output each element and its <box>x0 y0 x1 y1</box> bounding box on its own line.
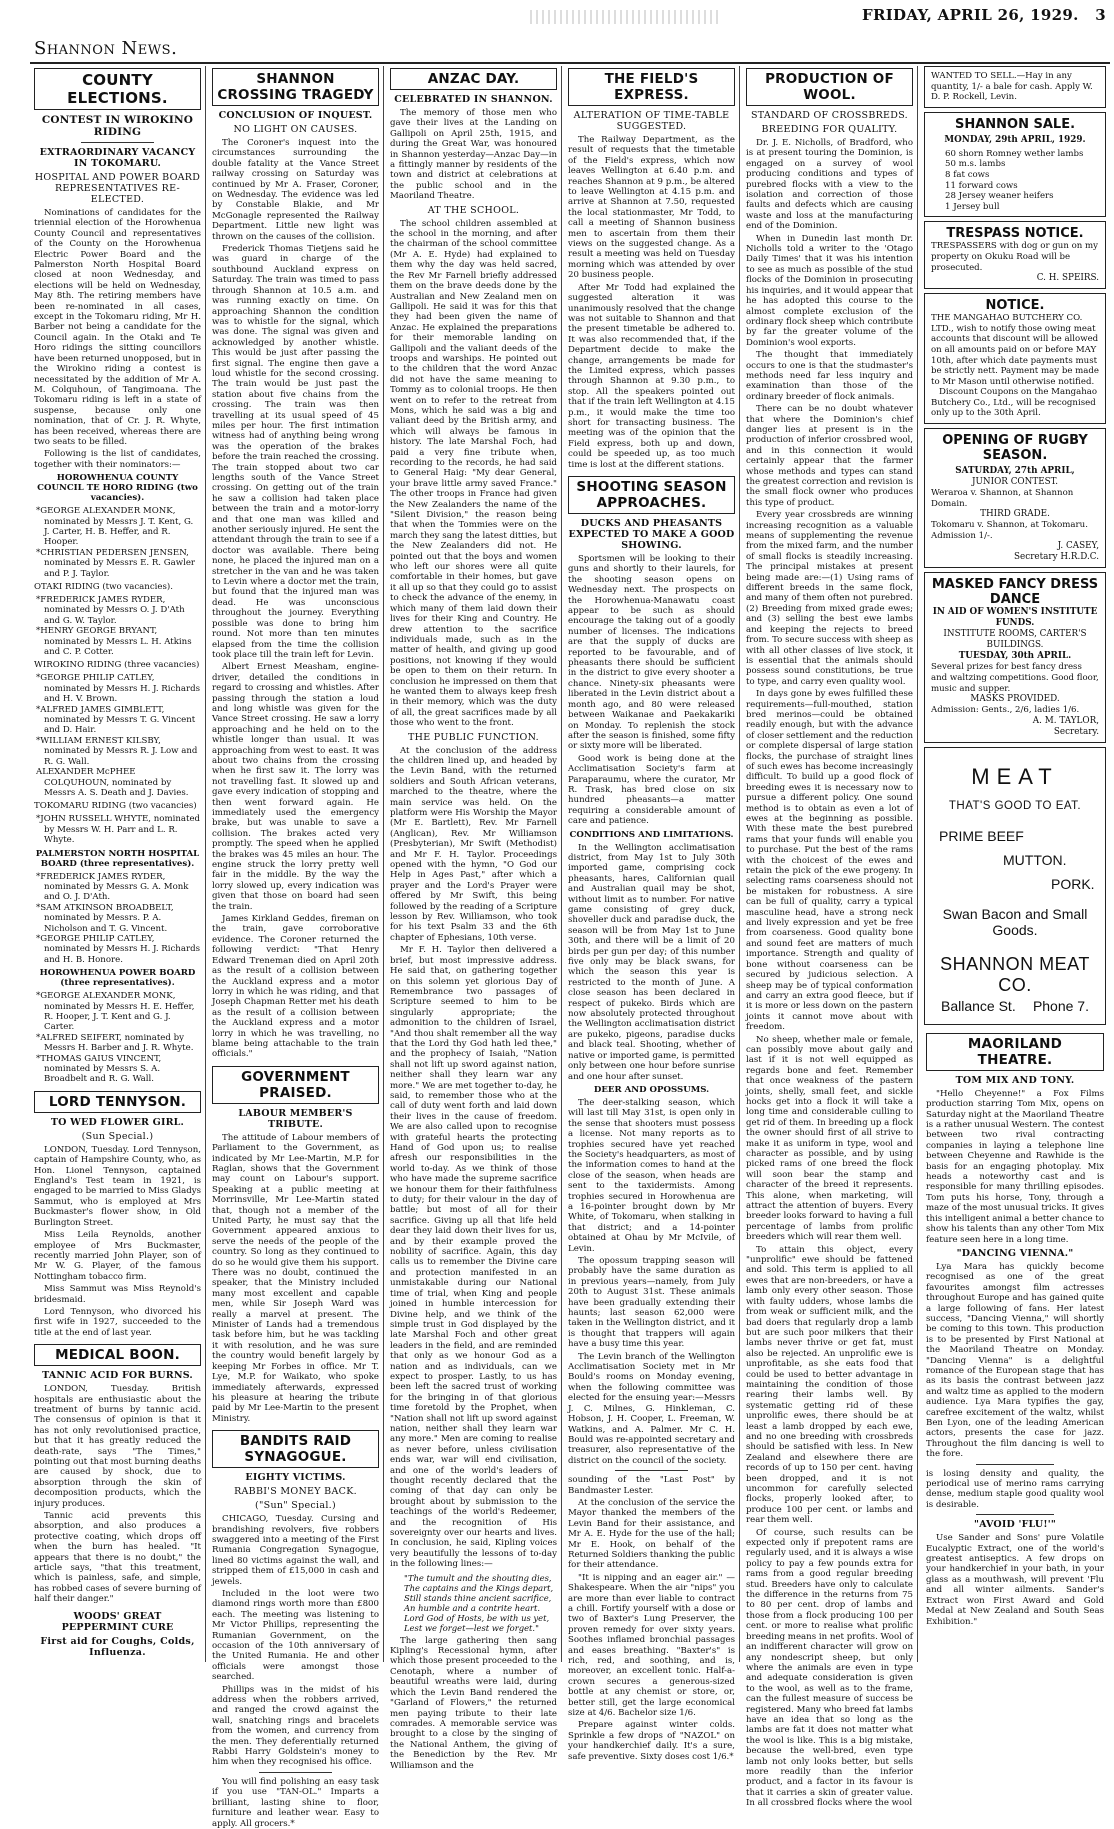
sun-special: (Sun Special.) <box>81 1130 154 1142</box>
crossing-tragedy-heading: SHANNON CROSSING TRAGEDY <box>212 68 379 106</box>
article-paragraph: Miss Leila Reynolds, another employee of Mrs Buckmaster, recently married John Player, son of Mr W. G. Player, of the famous Nottingham tobacco firm. <box>34 1230 201 1282</box>
fancy-signature-role: Secretary. <box>1053 726 1099 737</box>
sale-item: 1 Jersey bull <box>945 201 1000 212</box>
rugby-third-match: Tokomaru v. Shannon, at Tokomaru. Admission 1/-. <box>931 520 1088 541</box>
rugby-signature: J. CASEY, <box>1057 541 1099 552</box>
riding-title: PALMERSTON NORTH HOSPITAL BOARD (three representatives). <box>35 848 200 869</box>
fancy-sub: IN AID OF WOMEN'S INSTITUTE FUNDS. <box>932 607 1098 629</box>
fancy-dress-ad <box>924 572 1106 742</box>
article-paragraph: LONDON, Tuesday. British hospitals are enthusiastic about the treatment of burns by tannic acid. The consensus of opinion is that it has not only revolutionised practice, but that it has greatly reduced the death-rate, says "The Times," pointing out that most burning deaths are caused by shock, due to absorption through the skin of decomposition products, which the injury produces. <box>34 1384 201 1509</box>
crossbreds-subheading: STANDARD OF CROSSBREDS. <box>751 110 908 121</box>
column-6 <box>920 66 1110 1662</box>
nazol-ad: Prepare against winter colds. Sprinkle a few drops of "NAZOL" on your handkerchief daily. It's a sure, safe preventive. Sixty doses cost 1/6.* <box>568 1720 735 1762</box>
article-paragraph: sounding of the "Last Post" by Bandmaster Lester. <box>568 1475 735 1496</box>
article-paragraph: Sportsmen will be looking to their guns and shortly to their laurels, for the shooting season opens on Wednesday next. The prospects on the Horowhenua-Manawatu coast appear to be such as should encourage the taking out of a goodly number of licenses. The indications are that the supply of ducks are reported to be favourable, and of pheasants there should be sufficient in the district to give every shooter a chance. Ninety-six pheasants were liberated in the Levin district about a month ago, and 80 were released between Waikanae and Paekakariki on Monday. To replenish the stock after the season is finished, some fifty or sixty more will be liberated. <box>568 554 735 752</box>
article-paragraph: Tannic acid prevents this absorption, and also produces a protective coating, which drops off when the burn has healed. "It appears that there is no doubt," the article says, "that this treatment, which is painless, safe, and simple, has robbed cases of severe burning of half their danger." <box>34 1511 201 1605</box>
rule <box>976 1464 1054 1465</box>
fancy-date: TUESDAY, 30th APRIL. <box>958 651 1072 662</box>
article-paragraph: Lord Tennyson, who divorced his first wife in 1927, succeeded to the title at the end of last year. <box>34 1306 201 1338</box>
sale-item: 11 forward cows <box>945 180 1018 191</box>
celebrated-subheading: CELEBRATED IN SHANNON. <box>394 94 553 105</box>
riding-title: OTAKI RIDING (two vacancies). <box>34 582 173 592</box>
article-paragraph: When in Dunedin last month Dr. Nicholls told a writer to the 'Otago Daily Times' that it was his intention to see as much as possible of the stud flocks of the Dominion in prosecuting his inquiries, and it would appear that he has adopted this course to the almost complete exclusion of the ordinary flock sheep which contribute by far the greater volume of the Dominion's wool exports. <box>746 233 913 348</box>
print-texture <box>530 10 720 24</box>
meat-title: MEAT <box>971 763 1059 789</box>
article-paragraph: At the conclusion of the service the Mayor thanked the members of the Levin Band for their assistance, and Mr A. E. Hyde for the use of the hall; Mr E. Hook, on behalf of the Returned Soldiers thanking the public for their attendance. <box>568 1497 735 1571</box>
article-paragraph: CHICAGO, Tuesday. Cursing and brandishing revolvers, five robbers swaggered into a meeting of the First Rumania Congregation Synagogue, lined 80 victims against the wall, and stripped them of £15,000 in cash and jewels. <box>212 1514 379 1587</box>
article-paragraph: LONDON, Tuesday. Lord Tennyson, captain of Hampshire County, who, as Hon. Lionel Tennyson, captained England's Test team in 1921, is engaged to be married to Miss Gladys Sammut, who is employed at Mrs Buckmaster's flower show, in Old Burlington Street. <box>34 1144 201 1228</box>
article-paragraph: Phillips was in the midst of his address when the robbers arrived, and ranged the crowd against the wall, snatching rings and bracelets from the women, and currency from the men. They deferentially returned Rabbi Harry Goldstein's money to him when they recognised his office. <box>212 1684 379 1768</box>
notice-text: Discount Coupons on the Mangahao Butchery Co., Ltd., will be recognised only up to the 30th April. <box>931 387 1098 419</box>
victims-subheading: EIGHTY VICTIMS. <box>245 1472 346 1484</box>
article-paragraph: Miss Sammut was Miss Reynold's bridesmaid. <box>34 1284 201 1305</box>
kipling-poem <box>390 1573 557 1633</box>
riding-title: HOROWHENUA COUNTY COUNCIL TE HORO RIDING (two vacancies). <box>37 473 198 504</box>
poem-line: The captains and the Kings depart, <box>404 1582 554 1593</box>
article-paragraph: No sheep, whether male or female, can possibly move about gaily and last if it is not well equipped as regards bone and feet. Remember that once weakness of the pastern joints, shelly, small feet, and sickle hocks get into a flock it will take a long time and considerable culling to get rid of them. In breeding up a flock the owner should first of all strive to make it as uniform in type, wool and character as possible, and by using picked rams of one breed the flock will soon bear the stamp and character of the breed it represents. This alone, when marketing, will attract the attention of buyers. Every breeder looks forward to having a full percentage of lambs from prolific breeders which will rear them well. <box>746 1034 913 1243</box>
meat-ad <box>924 747 1106 1025</box>
candidate-entry: *GEORGE ALEXANDER MONK, nominated by Messrs J. T. Kent, G. J. Carter, H. B. Heffer, and R. Hooper. <box>36 506 194 548</box>
article-paragraph: To attain this object, every "unprolific" ewe should be fattened and sold. This term is applied to all ewes that are non-breeders, or have a lamb only every other season. Those with faulty udders, whose lambs die from weak or sufficient milk, and the bad doers that regularly drop a lamb but are such poor milkers that their lambs never thrive or get fat, must also be rejected. An unprolific ewe is unprofitable, as she eats food that could be used to better advantage in maintaining the condition of those rearing their lambs well. By systematic getting rid of these unprolific ewes, there should be at least a lamb dropped by each ewe, and no one breeding with crossbreds should be satisfied with less. In New Zealand and elsewhere there are records of up to 150 per cent. having been dropped, and it is not uncommon for carefully selected flocks, properly looked after, to produce 100 per cent. or lambs and rear them well. <box>746 1244 913 1526</box>
tannic-subheading: TANNIC ACID FOR BURNS. <box>42 1370 193 1382</box>
candidate-entry: *GEORGE PHILIP CATLEY, nominated by Messrs H. J. Richards and H. V. Brown. <box>36 673 200 705</box>
sale-item: 8 fat cows <box>945 169 990 180</box>
poem-line: Lest we forget—lest we forget." <box>404 1622 539 1633</box>
rugby-ad <box>924 428 1106 568</box>
article-paragraph: "Hello Cheyenne!" a Fox Films production starring Tom Mix, opens on Saturday night at the Maoriland Theatre is a rather unusual Western. The contest between two rival contracting companies in laying a telephone line between Cheyenne and Rawhide is the basis for an engaging photoplay. Mix heads a noteworthy cast and is responsible for many thrilling episodes. Tom puts his horse, Tony, through a maze of the most unusual tricks. It gives this intelligent animal a better chance to show his talents than any other Tom Mix feature seen here in a long time. <box>926 1088 1104 1245</box>
article-paragraph: The Railway Department, as the result of requests that the timetable of the Field's express, which now leaves Wellington at 6.40 p.m. and reaches Shannon at 9 p.m., be altered to leave Wellington at 4.15 p.m. and arrive at Shannon at 7.50, requested the local stationmaster, Mr Todd, to call a meeting of Shannon business men to ascertain from them their views on the suggested change. As a result a meeting was held on Tuesday morning which was attended by over 20 business people. <box>568 135 735 281</box>
meat-phone: Phone 7. <box>1032 997 1089 1014</box>
tennyson-heading: LORD TENNYSON. <box>34 1091 201 1113</box>
government-praised-heading: GOVERNMENT PRAISED. <box>212 1066 379 1104</box>
medical-boon-heading: MEDICAL BOON. <box>34 1344 201 1366</box>
paper-name: Shannon News. <box>34 38 178 59</box>
article-paragraph: In the Wellington acclimatisation district, from May 1st to July 30th imported game, comprising cock pheasants, hares, Californian quail and Australian quail may be shot, without limit as to number. For native game consisting of grey duck, shoveller duck and paradise duck, the season will be from May 1st to June 30th, and there will be a limit of 20 birds per gun per day; of this number five only may be black swans, for which the season this year is restricted to the month of June. A close season has been declared in respect of pukeko. Birds which are now absolutely protected throughout the Wellington acclimatisation district are pukeko, pigeons, paradise ducks and black teal. Shooting, whether of native or imported game, is permitted only between one hour before sunrise and one hour after sunset. <box>568 842 735 1082</box>
flu-heading: "AVOID 'FLU!'" <box>973 1519 1057 1531</box>
trespass-title: TRESPASS NOTICE. <box>946 226 1084 242</box>
article-paragraph: Lya Mara has quickly become recognised as one of the great favourites amongst film actresses throughout Europe and has gained quite a large following of fans. Her latest success, "Dancing Vienna," will shortly be coming to this town. This production is to be presented by First National at the Maoriland Theatre on Monday. "Dancing Vienna" is a delightful romance of the European stage that has as its basis the contrast between jazz and waltz time as applied to the modern audience. Lya Mara typifies the gay, carefree excitement of the waltz, whilst Ben Lyon, one of the leading American actors, presents the case for jazz. Throughout the film dancing is well to the fore. <box>926 1261 1104 1460</box>
candidate-entry: *GEORGE PHILIP CATLEY, nominated by Messrs H. J. Richards and H. B. Honore. <box>36 933 200 965</box>
sun-special: ("Sun" Special.) <box>254 1500 336 1512</box>
inquest-subheading: CONCLUSION OF INQUEST. <box>218 110 373 121</box>
tennyson-subheading: TO WED FLOWER GIRL. <box>50 1116 185 1128</box>
riding-title: WIROKINO RIDING (three vacancies) <box>34 660 200 671</box>
bandits-heading: BANDITS RAID SYNAGOGUE. <box>212 1430 379 1468</box>
candidate-entry: *WILLIAM ERNEST KILSBY, nominated by Messrs R. J. Low and R. G. Wall. <box>36 735 198 767</box>
rugby-date: SATURDAY, 27th APRIL, <box>955 466 1075 477</box>
rugby-junior: JUNIOR CONTEST. <box>971 477 1059 488</box>
riding-title: TOKOMARU RIDING (two vacancies) <box>34 801 197 812</box>
rule <box>81 142 154 143</box>
article-paragraph: Included in the loot were two diamond rings worth more than £800 each. The meeting was listening to Mr Victor Phillips, representing the Rumanian Government, on the occasion of the 10th anniversary of the United Rumania. He and other officials were amongst those searched. <box>212 1588 379 1683</box>
article-paragraph: Nominations of candidates for the triennial election of the Horowhenua County Council and representatives of the County on the Horowhenua Electric Power Board and the Palmerston North Hospital Board closed at noon Wednesday, and elections will be held on Wednesday, May 8th. The retiring members have been re-nominated in all cases, except in the Tokomaru riding, Mr H. Barber not being a candidate for the Council again. In the Otaki and Te Horo ridings the sitting councillors have been returned unopposed, but in the Wirokino riding a contest is necessitated by the addition of Mr A. M. Colquhoun, of Tangimoana. The Tokomaru riding is left in a state of suspense, because only one nomination, that of Cr. J. R. Whyte, has been received, whereas there are two seats to be filled. <box>34 208 201 447</box>
woods-ad-title: WOODS' GREAT PEPPERMINT CURE <box>61 1610 174 1633</box>
public-function-subheading: THE PUBLIC FUNCTION. <box>408 731 539 743</box>
article-paragraph: The school children assembled at the school in the morning, and after the chairman of the school committee (Mr A. E. Hyde) had explained to them why the day was held sacred, the Rev Mr Farnell briefly addressed them on the brave deeds done by the Australian and New Zealand men on Gallipoli. He said it was for this that they had been given the name of Anzac. He explained the preparations for their memorable landing on Gallipoli and the valiant deeds of the troops and warships. He pointed out to the children that the word Anzac did not have the same meaning to Tommy as to colonial troops. He then went on to refer to the retreat from Mons, which he said was a big and valiant deed by the British army, and which will always be famous in history. The late Marshal Foch, had paid a very fine tribute when, recording to the records, he had said to General Haig: "My dear General, your brave little army saved France." The other troops in France had given the New Zealanders the name of the "Silent Division," the reason being that when the Tommies were on the march they sang the latest ditties, but the New Zealanders did not. He pointed out that the boys and women who left our shores were all quite comfortable in their homes, but gave it all up so that they could go to assist to check the advance of the enemy, in which many of them laid down their lives for their King and Country. He drew attention to the sacrifice individuals made, such as in the matter of health, and giving up good positions, not knowing if they would be open to them on their return. In conclusion he impressed on them that he wanted them to always keep fresh in their memory, which was the duty of all, the great sacrifices made by all those who went to the front. <box>390 218 557 729</box>
candidate-entry: *SAM ATKINSON BROADBELT, nominated by Messrs. P. A. Nicholson and T. G. Vincent. <box>36 902 174 934</box>
column-5 <box>742 66 918 1809</box>
trespass-ad <box>924 221 1106 289</box>
school-subheading: AT THE SCHOOL. <box>427 204 520 216</box>
article-paragraph: The deer-stalking season, which will last till May 31st, is open only in the sense that shooters must possess a license. Not many reports as to trophies secured have yet reached the Society's headquarters, as most of the information comes to hand at the close of the season, when heads are sent to the taxidermists. Among trophies secured in Horowhenua are a 16-pointer brought down by Mr White, of Tokomaru, when stalking in that district; and a 14-pointer obtained at Ohau by Mr McIvile, of Levin. <box>568 1097 735 1254</box>
article-paragraph: Albert Ernest Measham, engine-driver, detailed the conditions in regard to crossing and whistles. After passing through the station a loud and long whistle was given for the Vance Street crossing. He saw a lorry approaching and he held on to the whistle longer than usual. It was approaching from west to east. It was about two chains from the crossing when he first saw it. The lorry was not travelling fast. It slowed up and gave every indication of stopping and then went forward again. He immediately used the emergency brake, but was unable to save a collision. The brakes acted very promptly. The speed when he applied the brakes was 45 miles an hour. The engine struck the lorry pretty well fair in the middle. By the way the lorry slowed up, every indication was given that those on board had seen the train. <box>212 662 379 912</box>
article-paragraph: Every year crossbreds are winning increasing recognition as a valuable means of supplementing the revenue from the mixed farm, and the number of small flocks is steadily increasing. The principal mistakes at present being made are:—(1) Using rams of different breeds in the same flock, and many of them often not purebred. (2) Breeding from mixed grade ewes; and (3) selling the best ewe lambs and keeping the rejects to breed from. To secure success with sheep as with all other classes of live stock, it is essential that the animals should possess sound constitutions, be true to type, and carry even quality wool. <box>746 510 913 687</box>
candidate-entry: *THOMAS GAIUS VINCENT, nominated by Messrs S. A. Broadbelt and R. G. Wall. <box>36 1053 162 1085</box>
poem-line: Lord God of Hosts, be with us yet, <box>404 1612 550 1623</box>
candidate-entry: *FREDERICK JAMES RYDER, nominated by Messrs G. A. Monk and O. J. D'Ath. <box>36 871 189 903</box>
rugby-third: THIRD GRADE. <box>980 509 1050 520</box>
article-paragraph: Mr F. H. Taylor then delivered a brief, but most impressive address. He said that, on gathering together on this solemn yet glorious Day of Remembrance two passages of Scripture seemed to him to be singularly appropriate; the admonition to the children of Israel, "And thou shalt remember all the way that the Lord thy God hath led thee," and the prophecy of Isaiah, "Nation shall not lift up sword against nation, neither shall they learn war any more." We are met together to-day, he said, to remember those who at the call of duty went forth and laid down their lives in the cause of freedom. We are also called upon to recognise with grateful hearts the protecting Hand of God upon us; to realise afresh our responsibilities in the world to-day. As we think of those who have made the supreme sacrifice we honour them for their faithfulness to duty; for their valour in the day of battle; but most of all for their sacrifice. Giving up all that life held dear they laid down their lives for us, and by their example proved the nobility of sacrifice. Again, this day calls us to remember the Divine care and protection manifested in an unmistakable during our National time of trial, when King and people joined in humble intercession for Divine help, and we think of the simple trust in God displayed by the late Marshal Foch and other great leaders in the field, and are reminded that only as we honour God as a nation and as individuals, can we expect to prosper. Lastly, to us has been left the sacred trust of working for the bringing in of that glorious time foretold by the Prophet, when "Nation shall not lift up sword against nation, neither shall they learn war any more." Men are coming to realise as never before, unless civilisation ends war, war will end civilisation, and one of the world's leaders of thought recently declared that the coming of that day can only be brought about by submission to the teachings of the world's Redeemer, and the recognition of His sovereignty over our hearts and lives. In conclusion, he said, Kipling voices very beautifully the lessons of to-day in the following lines:— <box>390 945 557 1570</box>
article-paragraph: The large gathering then sang Kipling's Recessional hymn, after which those present proceeded to the Cenotaph, where a number of beautiful wreaths were laid, during which the Levin Band rendered the "Garland of Flowers," the returned men paying tribute to their late comrades. A memorable service was brought to a close by the singing of the National Anthem, the giving of the Benediction by the Rev. Mr Williamson and the <box>390 1635 557 1771</box>
tom-mix-subheading: TOM MIX AND TONY. <box>955 1074 1075 1086</box>
ridings-list <box>34 473 201 1085</box>
candidate-entry: ALEXANDER McPHEE COLQUHOUN, nominated by Messrs A. S. Death and J. Davies. <box>36 767 189 798</box>
article-paragraph: Frederick Thomas Tietjens said he was guard in charge of the southbound Auckland express on Saturday. The train was timed to pass through Shannon at 10.5 a.m. and was running exactly on time. On approaching Shannon the condition was to whistle for the signal, which was done. The signal was given and acknowledged by another whistle. This would be just after passing the first signal. The engine then gave a loud whistle for the second crossing. The train would be just past the station about five chains from the crossing. The train was then travelling at its usual speed of 45 miles per hour. The first intimation witness had of anything being wrong was the operation of the brakes before the train reached the crossing. The train stopped about two car lengths south of the Vance Street crossing. On getting out of the train he saw a collision had taken place between the train and a motor-lorry and that one man was killed and another seriously injured. He sent the attendant through the train to see if a doctor was available. There being none, he placed the injured man on a stretcher in the van and he was taken to Levin where a doctor met the train, but found that the injured man was dead. He was unconscious throughout the journey. Everything possible was done to bring him round. Not more than ten minutes elapsed from the time the collision took place till the train left for Levin. <box>212 244 379 660</box>
causes-subheading: NO LIGHT ON CAUSES. <box>233 124 358 135</box>
fancy-admission: Admission: Gents., 2/6, ladies 1/6. <box>931 705 1080 716</box>
column-2 <box>208 66 384 1829</box>
baxters-ad: "It is nipping and an eager air." —Shakespeare. When the air "nips" you are more than ever liable to contract a chill. Fortify yourself with a dose or two of Baxter's Lung Preserver, the proven remedy for over sixty years. Soothes inflamed bronchial passages and eases breathing. "Baxter's" is rich, red, and soothing, and is, moreover, an excellent tonic. Half-a-crown secures a generous-sized bottle at any chemist or store, or, better still, get the large economical size at 4/6. Bachelor size 1/6. <box>568 1572 735 1719</box>
sale-item: 60 shorn Romney wether lambs <box>945 148 1084 159</box>
shannon-sale-ad <box>924 112 1106 218</box>
article-paragraph: James Kirkland Geddes, fireman on the train, gave corroborative evidence. The Coroner returned the following verdict: "That Henry Edward Treneman died on April 20th as the result of a collision between the Auckland express and a motor lorry in which he was riding, and that Joseph Chapman Retter met his death as the result of a collision between the Auckland express and a motor lorry in which he was travelling, no blame being attachable to the train officials." <box>212 914 379 1060</box>
meat-item: PRIME BEEF <box>939 827 1024 844</box>
trespass-text: TRESPASSERS with dog or gun on my property on Okuku Road will be prosecuted. <box>931 241 1099 273</box>
fancy-title: MASKED FANCY DRESS DANCE <box>931 577 1099 608</box>
wanted-ad <box>924 66 1106 108</box>
candidate-entry: *JOHN RUSSELL WHYTE, nominated by Messrs W. H. Parr and L. R. Whyte. <box>36 814 201 846</box>
sale-items <box>931 149 1099 213</box>
tanol-ad: You will find polishing an easy task if you use "TAN-OL." Imparts a brilliant, lasting shine to floor, furniture and leather wear. Easy to apply. All grocers.* <box>212 1776 379 1829</box>
production-of-wool-heading: PRODUCTION OF WOOL. <box>746 68 913 106</box>
article-paragraph: The attitude of Labour members of Parliament to the Government, as indicated by Mr Lee-Martin, M.P. for Raglan, shows that the Government may count on Labour's support. Speaking at a public meeting at Morrinsville, Mr Lee-Martin stated that, though not a member of the United Party, he must say that the Government appeared anxious to serve the needs of the people of the country. So long as they continued to do so he would give them his support. There was no doubt, continued the speaker, that the Ministry included many most excellent and capable men, while Sir Joseph Ward was really a marvel at present. The Minister of Lands had a tremendous task before him, but he was tackling it with resolution, and he was sure the country would benefit largely by keeping Mr Forbes in office. Mr T. Lye, M.P. for Waikato, who spoke immediately afterwards, expressed his pleasure at hearing the tribute paid by Mr Lee-Martin to the present Ministry. <box>212 1132 379 1424</box>
labour-subheading: LABOUR MEMBER'S TRIBUTE. <box>238 1107 353 1130</box>
rugby-title: OPENING OF RUGBY SEASON. <box>942 433 1088 464</box>
article-paragraph: After Mr Todd had explained the suggested alteration it was unanimously resolved that the change was not suitable to Shannon and that the present timetable be adhered to. It was also recommended that, if the Department decide to make the change, arrangements be made for the Limited express, which passes through Shannon at 9.30 p.m., to stop. All the speakers pointed out that if the train left Wellington at 4.15 p.m., it would make the time too short for transacting business. The meeting was of the opinion that the Field express, both up and down, could be speeded up, as too much time is lost at the different stations. <box>568 282 735 470</box>
contest-subheading: CONTEST IN WIROKINO RIDING <box>41 114 194 138</box>
meat-sub: THAT'S GOOD TO EAT. <box>948 799 1082 812</box>
dancing-vienna-subheading: "DANCING VIENNA." <box>956 1247 1074 1259</box>
poem-line: "The tumult and the shouting dies, <box>404 1572 552 1583</box>
rule <box>615 1470 688 1471</box>
rule <box>976 1514 1054 1515</box>
county-elections-heading: COUNTY ELECTIONS. <box>34 68 201 110</box>
article-paragraph: The Coroner's inquest into the circumstances surrounding the double fatality at the Vance Street railway crossing on Saturday was continued by Mr A. Fraser, Coroner, on Wednesday. The evidence was led by Constable Blakie, and Mr McGonagle represented the Railway Department. Little new light was thrown on the causes of the collision. <box>212 138 379 242</box>
deer-subheading: DEER AND OPOSSUMS. <box>593 1084 710 1095</box>
meat-item: MUTTON. <box>1003 851 1067 868</box>
sale-date: MONDAY, 29th APRIL, 1929. <box>944 134 1086 145</box>
masthead-rule <box>30 62 1110 64</box>
sale-item: 28 Jersey weaner heifers <box>945 191 1054 202</box>
article-paragraph: The memory of those men who gave their lives at the Landing on Gallipoli on April 25th, 1915, and during the Great War, was honoured in Shannon yesterday—Anzac Day—in a fittingly manner by residents of the town and district at celebrations at the public school and in the Maoriland Theatre. <box>390 108 557 202</box>
article-paragraph: The opossum trapping season will probably have the same duration as in previous years—namely, from July 20th to August 31st. These animals have been gradually extending their haunts; last season 62,000 were taken in the Wellington district, and it is thought that trappers will again have a busy time this year. <box>568 1256 735 1350</box>
meat-address-row <box>933 996 1097 1016</box>
meat-item: Swan Bacon and Small Goods. <box>942 905 1088 938</box>
fancy-signature: A. M. TAYLOR, <box>1032 715 1099 726</box>
shooting-season-heading: SHOOTING SEASON APPROACHES. <box>568 476 735 514</box>
anzac-day-heading: ANZAC DAY. <box>390 68 557 90</box>
theatre-heading: MAORILAND THEATRE. <box>926 1033 1104 1071</box>
trespass-signature: C. H. SPEIRS. <box>1036 273 1099 284</box>
rule <box>259 1772 332 1773</box>
timetable-subheading: ALTERATION OF TIME-TABLE SUGGESTED. <box>573 110 730 132</box>
quality-subheading: BREEDING FOR QUALITY. <box>761 124 898 135</box>
meat-company: SHANNON MEAT CO. <box>940 953 1090 995</box>
vacancy-subheading: EXTRAORDINARY VACANCY IN TOKOMARU. <box>39 147 196 169</box>
meat-item: PORK. <box>1051 875 1095 892</box>
rugby-junior-match: Weraroa v. Shannon, at Shannon Domain. <box>931 488 1074 509</box>
poem-line: Still stands thine ancient sacrifice, <box>404 1592 552 1603</box>
notice-text: THE MANGAHAO BUTCHERY CO. LTD., wish to notify those owing meat accounts that discount will be allowed on all amounts paid on or before MAY 10th, after which date payments must be strictly nett. Payment may be made to Mr Mason until otherwise notified. <box>931 313 1099 387</box>
rabbi-subheading: RABBI'S MONEY BACK. <box>234 1486 357 1498</box>
sale-title: SHANNON SALE. <box>954 116 1076 132</box>
article-paragraph: Good work is being done at the Acclimatisation Society's farm at Paraparaumu, where the curator, Mr R. Trask, has bred close on six hundred pheasants—a matter requiring a considerable amount of care and patience. <box>568 753 735 827</box>
candidate-entry: *CHRISTIAN PEDERSEN JENSEN, nominated by Messrs E. R. Gawler and P. J. Taylor. <box>36 547 196 579</box>
article-paragraph: Of course, such results can be expected only if prepotent rams are regularly used, and it is always a wise policy to pay a few pounds extra for rams from a good regular breeding stud. Breeders have only to calculate the difference in the returns from 75 to 80 per cent. drop of lambs and those from a flock producing 100 per cent. or more to realise what prolific breeding means in net profits. Wool of an indifferent character will grow on any nondescript sheep, but only where the animals are even in type and adequate consideration is given to the wool, as well as to the frame, can the fullest measure of success be registered. Many who breed fat lambs have an idea that so long as the lambs are fat it does not matter what the wool is like. This is a big mistake, because the well-bred, even type lamb not only looks better, but sells more readily than the inferior product, and a factor in its favour is that it carries a skin of greater value. In all crossbred flocks where the wool <box>746 1527 913 1809</box>
sanders-ad: Use Sander and Sons' pure Volatile Eucalyptic Extract, one of the world's greatest antiseptics. A few drops on your handkerchief in your bath, in your glass as a mouthwash, will prevent 'Flu and all winter ailments. Sander's Extract won First Award and Gold Medal at New Zealand and South Seas Exhibition." <box>926 1533 1104 1627</box>
candidate-entry: *HENRY GEORGE BRYANT, nominated by Messrs L. H. Atkins and C. P. Cotter. <box>36 626 192 658</box>
candidate-entry: *ALFRED SEIFERT, nominated by Messrs H. Barber and J. R. Whyte. <box>36 1032 194 1054</box>
theatre-block <box>924 1029 1106 1631</box>
ducks-subheading: DUCKS AND PHEASANTS EXPECTED TO MAKE A GOOD SHOWING. <box>568 518 735 551</box>
issue-date: FRIDAY, APRIL 26, 1929. 3 <box>862 6 1106 24</box>
article-paragraph: The Levin branch of the Wellington Acclimatisation Society met in Mr Bould's rooms on Monday evening, when the following committee was elected for the ensuing year:—Messrs J. C. Milnes, G. Hinkleman, C. Hobson, J. H. Cooper, L. Freeman, W. Watkins, and A. Palmer. Mr C. H. Bould was re-appointed secretary and treasurer, also representative of the district on the council of the society. <box>568 1351 735 1466</box>
fancy-text: Several prizes for best fancy dress and waltzing competitions. Good floor, music and supper. <box>931 662 1099 694</box>
riding-title: HOROWHENUA POWER BOARD (three representatives). <box>39 968 196 989</box>
column-1 <box>30 66 206 1662</box>
reelected-subheading: HOSPITAL AND POWER BOARD REPRESENTATIVES RE-ELECTED. <box>34 172 201 205</box>
notice-ad <box>924 293 1106 424</box>
fancy-venue: INSTITUTE ROOMS, CARTER'S BUILDINGS. <box>943 629 1087 651</box>
meat-address: Ballance St. <box>941 997 1016 1014</box>
article-paragraph: At the conclusion of the address the children lined up, and headed by the Levin Band, with the returned soldiers and South African veterans, marched to the theatre, where the main service was held. On the platform were His Worship the Mayor (Mr E. Bartlett), Rev. Mr Farnell (Anglican), Rev. Mr Williamson (Presbyterian), Mr Swift (Methodist) and Mr F. H. Taylor. Proceedings opened with the hymn, "O God our Help in Ages Past," after which a prayer and the Lord's Prayer were offered by Mr Swift, this being followed by the reading of a Scripture lesson by Rev. Williamson, who took for his text Psalm 33 and the 6th chapter of Ephesians, 10th verse. <box>390 745 557 943</box>
sale-item: 50 m.s. lambs <box>945 159 1006 170</box>
article-paragraph: is losing density and quality, the periodical use of merino rams carrying dense, medium staple good quality wool is desirable. <box>926 1468 1104 1510</box>
article-paragraph: Dr. J. E. Nicholls, of Bradford, who is at present touring the Dominion, is engaged on a survey of wool producing conditions and types of purebred flocks with a view to the isolation and correction of those faults and defects which are causing waste and loss at the manufacturing end of the Dominion. <box>746 138 913 232</box>
notice-title: NOTICE. <box>985 298 1045 314</box>
fields-express-heading: THE FIELD'S EXPRESS. <box>568 68 735 106</box>
candidate-entry: *GEORGE ALEXANDER MONK, nominated by Messrs H. E. Heffer, R. Hooper, J. T. Kent and G. J. Carter. <box>36 991 195 1033</box>
rugby-signature-role: Secretary H.R.D.C. <box>1014 552 1099 563</box>
article-paragraph: The thought that immediately occurs to one is that the studmaster's methods need far less inquiry and examination than those of the ordinary breeder of flock animals. <box>746 350 913 402</box>
candidate-entry: *FREDERICK JAMES RYDER, nominated by Messrs O. J. D'Ath and G. W. Taylor. <box>36 595 185 626</box>
column-4 <box>564 66 740 1762</box>
article-paragraph: Following is the list of candidates, together with their nominators:— <box>34 449 201 470</box>
article-paragraph: There can be no doubt whatever that where the Dominion's chief danger lies at present is in the production of inferior crossbred wool, and in this connection it would certainly appear that the farmer whose methods and types can stand the greatest correction and revision is the small flock owner who produces this type of product. <box>746 404 913 508</box>
poem-line: An humble and a contrite heart. <box>404 1602 541 1613</box>
article-paragraph: In days gone by ewes fulfilled these requirements—full-mouthed, station bred merinos—could be obtained readily enough, but with the advance of closer settlement and the reduction or complete dispersal of large station flocks, the purchase of straight lines of such ewes has become increasingly difficult. To build up a good flock of breeding ewes it is necessary now to pursue a different policy. One sound method is to obtain as even a lot of ewes at the beginning as possible. With these mate the best purebred rams that your funds will enable you to purchase. Put the best of the rams with the choicest of the ewes and retain the pick of the ewe progeny. In selecting rams coarseness should not be mistaken for robustness. A sire can be full of quality, carry a typical masculine head, have a strong neck and lively expression and yet be free from coarseness. Good quality bone and sound feet are matters of much importance. Strength and quality of bone without coarseness can be secured by judicious selection. A sheep may be of typical conformation and carry an extra good fleece, but if it is more or less down on the pastern joints it cannot move about with freedom. <box>746 689 913 1033</box>
column-3 <box>386 66 562 1771</box>
fancy-masks: MASKS PROVIDED. <box>970 694 1060 705</box>
woods-ad-text: First aid for Coughs, Colds, Influenza. <box>40 1635 195 1658</box>
wanted-text: WANTED TO SELL.—Hay in any quantity, 1/- a bale for cash. Apply W. D. P. Rockell, Levin. <box>931 71 1093 103</box>
candidate-entry: *ALFRED JAMES GIMBLETT, nominated by Messrs T. G. Vincent and D. Hair. <box>36 704 196 736</box>
conditions-subheading: CONDITIONS AND LIMITATIONS. <box>569 829 734 840</box>
